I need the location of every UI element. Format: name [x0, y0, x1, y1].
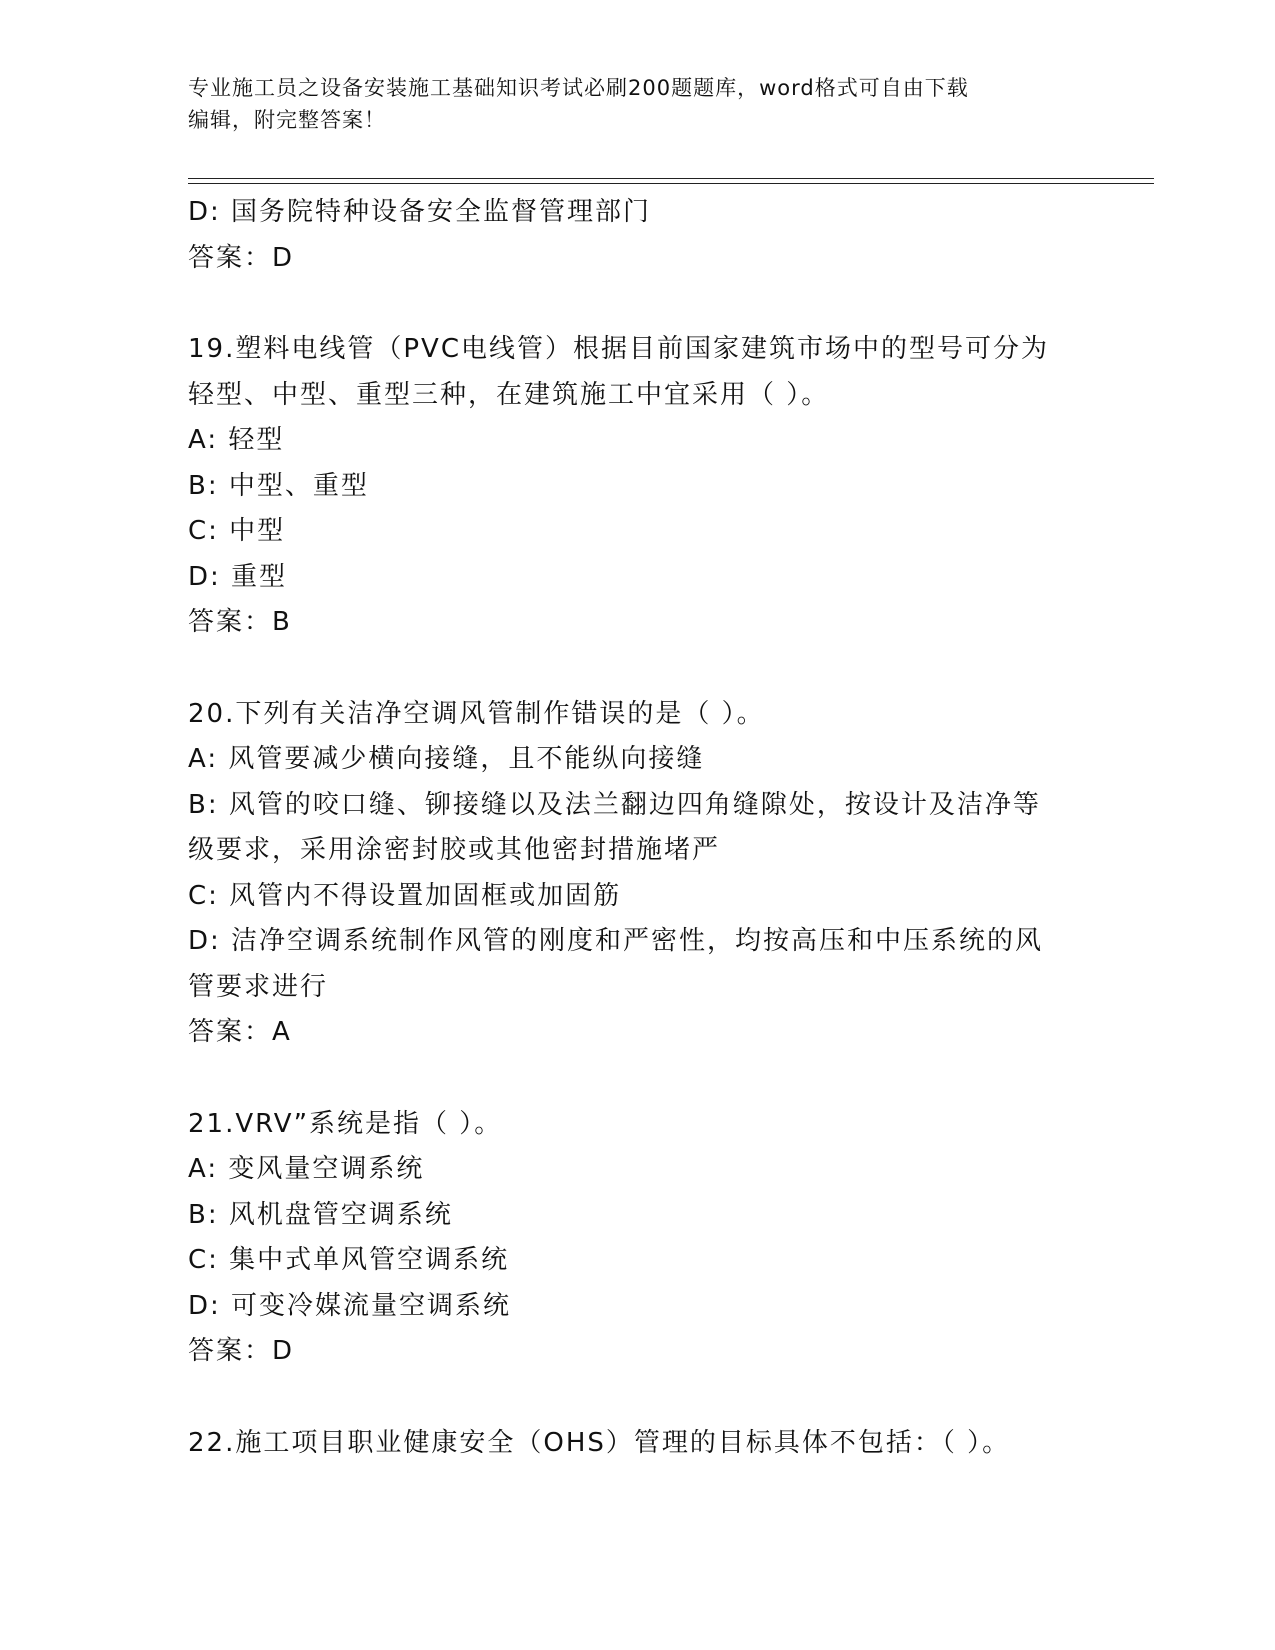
question-22: [188, 1421, 1088, 1467]
document-header: [188, 72, 1068, 136]
option-b: B: 中型、重型: [188, 470, 369, 501]
carryover-option-d: D: 国务院特种设备安全监督管理部门: [188, 197, 652, 227]
question-21: [188, 1102, 1088, 1375]
option-d: D: 可变冷媒流量空调系统: [188, 1290, 512, 1321]
answer: 答案：D: [188, 1336, 295, 1366]
spacer: [188, 646, 1088, 692]
header-divider-bottom: [188, 183, 1154, 184]
question-stem-cont: 轻型、中型、重型三种，在建筑施工中宜采用（ ）。: [188, 379, 830, 410]
carryover-answer: 答案：D: [188, 242, 295, 273]
question-stem: 20.下列有关洁净空调风管制作错误的是（ ）。: [188, 698, 765, 729]
question-stem: 19.塑料电线管（PVC电线管）根据目前国家建筑市场中的型号可分为: [188, 334, 1049, 364]
option-b: B: 风机盘管空调系统: [188, 1199, 453, 1230]
question-stem: 21.VRV”系统是指（ ）。: [188, 1108, 503, 1139]
option-d-cont: 管要求进行: [188, 971, 329, 1002]
option-c: C: 集中式单风管空调系统: [188, 1245, 510, 1275]
option-a: A: 轻型: [188, 425, 285, 455]
option-b: B: 风管的咬口缝、铆接缝以及法兰翻边四角缝隙处，按设计及洁净等: [188, 789, 1041, 820]
spacer: [188, 281, 1088, 327]
option-d: D: 洁净空调系统制作风管的刚度和严密性，均按高压和中压系统的风: [188, 926, 1044, 956]
spacer: [188, 1375, 1088, 1421]
header-title-line1: 专业施工员之设备安装施工基础知识考试必刷200题题库，word格式可自由下载: [188, 76, 969, 100]
answer: 答案：A: [188, 1017, 292, 1047]
question-stem: 22.施工项目职业健康安全（OHS）管理的目标具体不包括：（ ）。: [188, 1427, 1011, 1458]
question-20: [188, 692, 1088, 1056]
option-c: C: 风管内不得设置加固框或加固筋: [188, 880, 622, 911]
option-a: A: 变风量空调系统: [188, 1154, 425, 1184]
option-d: D: 重型: [188, 561, 288, 592]
header-title-line2: 编辑，附完整答案！: [188, 108, 386, 132]
option-b-cont: 级要求，采用涂密封胶或其他密封措施堵严: [188, 835, 721, 865]
option-c: C: 中型: [188, 516, 286, 546]
option-a: A: 风管要减少横向接缝，且不能纵向接缝: [188, 744, 705, 774]
answer: 答案：B: [188, 607, 292, 637]
spacer: [188, 1056, 1088, 1102]
header-divider-top: [188, 178, 1154, 179]
question-19: [188, 327, 1088, 646]
document-body: [188, 190, 1088, 1466]
